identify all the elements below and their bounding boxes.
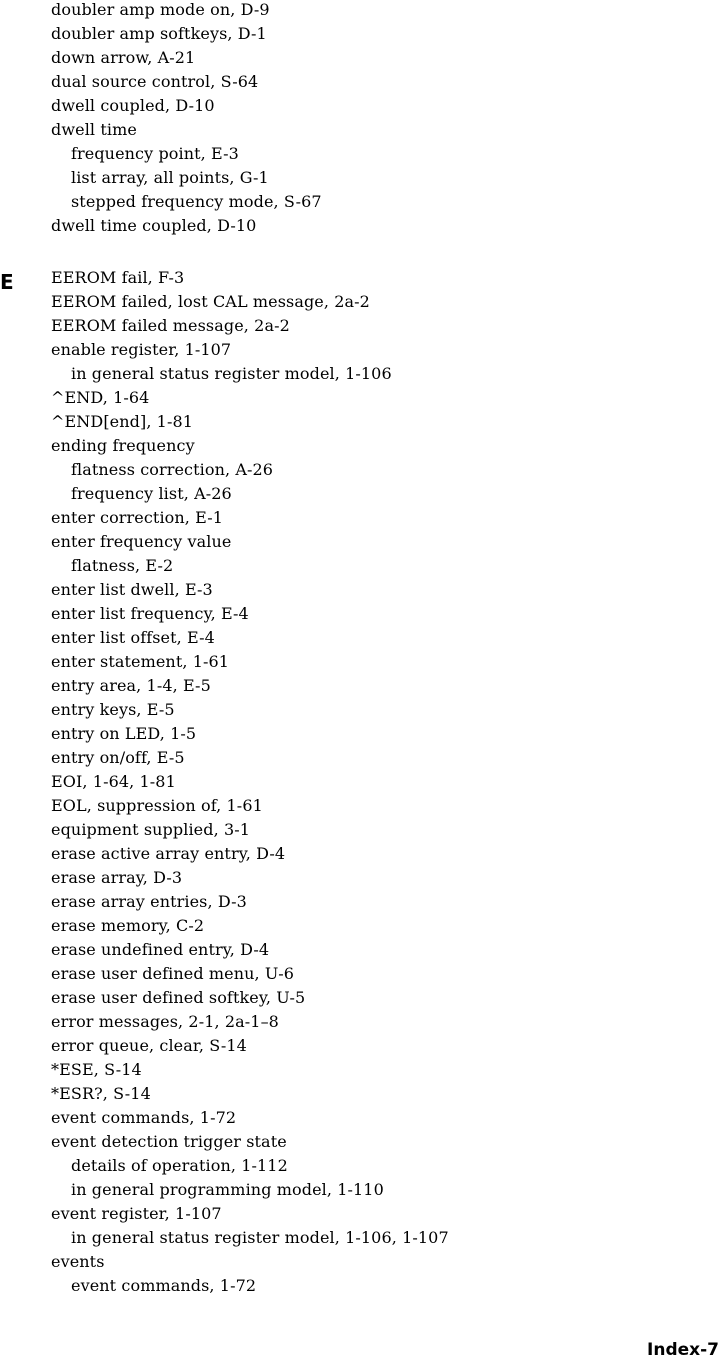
section-letter: E — [0, 270, 14, 294]
index-entry: entry on LED, 1-5 — [51, 724, 197, 743]
index-entry: dual source control, S-64 — [51, 72, 259, 91]
index-entry: enter list offset, E-4 — [51, 628, 215, 647]
index-subentry: event commands, 1-72 — [71, 1276, 257, 1295]
index-entry: ending frequency — [51, 436, 195, 455]
index-entry: erase user defined softkey, U-5 — [51, 988, 306, 1007]
page-number: Index-7 — [647, 1340, 719, 1360]
index-entry: dwell time — [51, 120, 137, 139]
index-entry: enter list frequency, E-4 — [51, 604, 249, 623]
index-entry: erase active array entry, D-4 — [51, 844, 286, 863]
index-entry: entry area, 1-4, E-5 — [51, 676, 211, 695]
index-entry: *ESE, S-14 — [51, 1060, 142, 1079]
index-entry: error queue, clear, S-14 — [51, 1036, 247, 1055]
index-entry: enable register, 1-107 — [51, 340, 232, 359]
index-entry: enter list dwell, E-3 — [51, 580, 213, 599]
index-entry: erase undefined entry, D-4 — [51, 940, 270, 959]
index-subentry: list array, all points, G-1 — [71, 168, 269, 187]
index-subentry: flatness correction, A-26 — [71, 460, 274, 479]
index-entry: doubler amp softkeys, D-1 — [51, 24, 267, 43]
index-entry: enter frequency value — [51, 532, 232, 551]
index-entry: down arrow, A-21 — [51, 48, 196, 67]
index-entry: event commands, 1-72 — [51, 1108, 237, 1127]
index-subentry: flatness, E-2 — [71, 556, 174, 575]
index-subentry: stepped frequency mode, S-67 — [71, 192, 322, 211]
index-entry: *ESR?, S-14 — [51, 1084, 151, 1103]
index-entry: dwell coupled, D-10 — [51, 96, 215, 115]
index-entry: equipment supplied, 3-1 — [51, 820, 251, 839]
index-entry: event register, 1-107 — [51, 1204, 222, 1223]
index-entry: ^END[end], 1-81 — [51, 412, 194, 431]
index-entry: entry keys, E-5 — [51, 700, 175, 719]
index-entry: EEROM failed message, 2a-2 — [51, 316, 290, 335]
index-entry: events — [51, 1252, 105, 1271]
index-entry: entry on/off, E-5 — [51, 748, 185, 767]
index-entry: event detection trigger state — [51, 1132, 287, 1151]
index-entry: EEROM fail, F-3 — [51, 268, 185, 287]
index-subentry: frequency list, A-26 — [71, 484, 232, 503]
index-entry: EOI, 1-64, 1-81 — [51, 772, 176, 791]
index-entry: dwell time coupled, D-10 — [51, 216, 257, 235]
index-entry: doubler amp mode on, D-9 — [51, 0, 270, 19]
index-entry: ^END, 1-64 — [51, 388, 150, 407]
index-entry: enter statement, 1-61 — [51, 652, 230, 671]
index-subentry: details of operation, 1-112 — [71, 1156, 288, 1175]
index-subentry: frequency point, E-3 — [71, 144, 239, 163]
index-entry: erase array entries, D-3 — [51, 892, 247, 911]
index-entry: enter correction, E-1 — [51, 508, 224, 527]
index-subentry: in general status register model, 1-106 — [71, 364, 392, 383]
index-entry: erase memory, C-2 — [51, 916, 205, 935]
index-subentry: in general status register model, 1-106, 1-107 — [71, 1228, 449, 1247]
index-subentry: in general programming model, 1-110 — [71, 1180, 384, 1199]
index-entry: EEROM failed, lost CAL message, 2a-2 — [51, 292, 370, 311]
index-entry: EOL, suppression of, 1-61 — [51, 796, 263, 815]
index-entry: error messages, 2-1, 2a-1–8 — [51, 1012, 279, 1031]
index-entry: erase user defined menu, U-6 — [51, 964, 295, 983]
index-entry: erase array, D-3 — [51, 868, 183, 887]
